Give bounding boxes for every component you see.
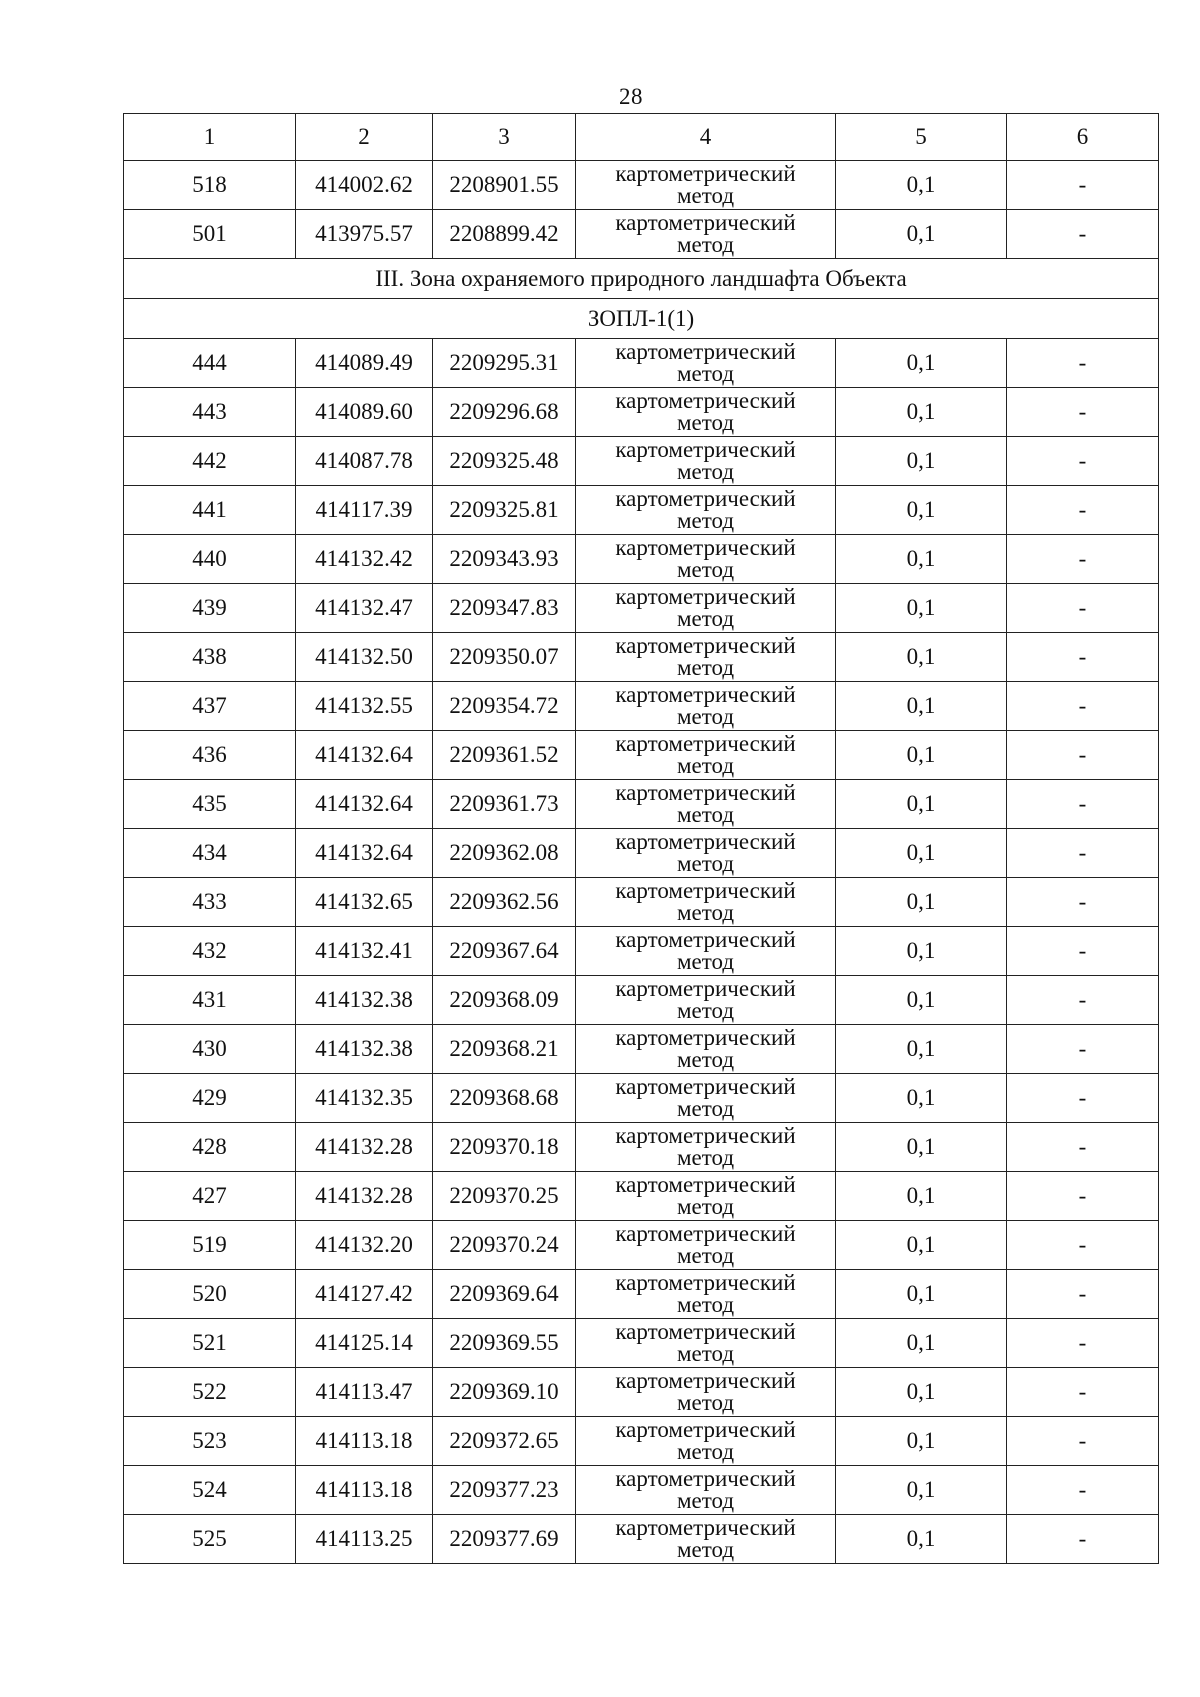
description-cell: - (1007, 1368, 1159, 1417)
column-header: 5 (836, 114, 1007, 161)
description-cell: - (1007, 1025, 1159, 1074)
accuracy-cell: 0,1 (836, 437, 1007, 486)
y-coordinate-cell: 2209377.23 (433, 1466, 576, 1515)
table-row (124, 210, 1159, 259)
y-coordinate-cell: 2209347.83 (433, 584, 576, 633)
point-number-cell: 524 (124, 1466, 296, 1515)
description-cell: - (1007, 1466, 1159, 1515)
accuracy-cell: 0,1 (836, 829, 1007, 878)
accuracy-cell: 0,1 (836, 388, 1007, 437)
y-coordinate-cell: 2209350.07 (433, 633, 576, 682)
method-line-2: метод (676, 1390, 735, 1415)
subsection-title-row (124, 299, 1159, 339)
y-coordinate-cell: 2209370.18 (433, 1123, 576, 1172)
method-line-2: метод (676, 1096, 735, 1121)
accuracy-cell: 0,1 (836, 927, 1007, 976)
method-line-2: метод (676, 802, 735, 827)
y-coordinate-cell: 2209362.08 (433, 829, 576, 878)
x-coordinate-cell: 414127.42 (296, 1270, 433, 1319)
accuracy-cell: 0,1 (836, 1172, 1007, 1221)
table-row (124, 339, 1159, 388)
coordinates-table (123, 113, 1159, 1564)
method-cell (576, 1074, 836, 1123)
x-coordinate-cell: 414132.64 (296, 780, 433, 829)
x-coordinate-cell: 414132.64 (296, 829, 433, 878)
page-number: 28 (619, 84, 643, 109)
accuracy-cell: 0,1 (836, 1319, 1007, 1368)
x-coordinate-cell: 413975.57 (296, 210, 433, 259)
point-number-cell: 431 (124, 976, 296, 1025)
description-cell: - (1007, 1270, 1159, 1319)
x-coordinate-cell: 414132.50 (296, 633, 433, 682)
accuracy-cell: 0,1 (836, 878, 1007, 927)
x-coordinate-cell: 414132.28 (296, 1123, 433, 1172)
x-coordinate-cell: 414125.14 (296, 1319, 433, 1368)
table-row (124, 535, 1159, 584)
y-coordinate-cell: 2208899.42 (433, 210, 576, 259)
method-line-1: картометрический (615, 731, 796, 756)
method-cell (576, 1025, 836, 1074)
method-cell (576, 388, 836, 437)
accuracy-cell: 0,1 (836, 1221, 1007, 1270)
x-coordinate-cell: 414132.65 (296, 878, 433, 927)
method-line-1: картометрический (615, 339, 796, 364)
column-header: 3 (433, 114, 576, 161)
y-coordinate-cell: 2209361.52 (433, 731, 576, 780)
subsection-title: ЗОПЛ-1(1) (124, 299, 1159, 339)
y-coordinate-cell: 2209295.31 (433, 339, 576, 388)
method-cell (576, 210, 836, 259)
method-line-1: картометрический (615, 829, 796, 854)
accuracy-cell: 0,1 (836, 633, 1007, 682)
accuracy-cell: 0,1 (836, 1074, 1007, 1123)
description-cell: - (1007, 1172, 1159, 1221)
description-cell: - (1007, 1319, 1159, 1368)
method-line-2: метод (676, 998, 735, 1023)
method-cell (576, 1515, 836, 1564)
table-row (124, 829, 1159, 878)
method-cell (576, 1466, 836, 1515)
method-line-2: метод (676, 232, 735, 257)
table-row (124, 486, 1159, 535)
accuracy-cell: 0,1 (836, 780, 1007, 829)
method-cell (576, 1319, 836, 1368)
point-number-cell: 520 (124, 1270, 296, 1319)
table-row (124, 437, 1159, 486)
method-line-2: метод (676, 606, 735, 631)
table-row (124, 780, 1159, 829)
description-cell: - (1007, 210, 1159, 259)
x-coordinate-cell: 414089.49 (296, 339, 433, 388)
method-cell (576, 437, 836, 486)
method-line-2: метод (676, 557, 735, 582)
method-line-1: картометрический (615, 535, 796, 560)
point-number-cell: 433 (124, 878, 296, 927)
y-coordinate-cell: 2209343.93 (433, 535, 576, 584)
method-line-1: картометрический (615, 1221, 796, 1246)
table-row (124, 1123, 1159, 1172)
x-coordinate-cell: 414132.38 (296, 1025, 433, 1074)
method-line-1: картометрический (615, 437, 796, 462)
method-line-2: метод (676, 1145, 735, 1170)
description-cell: - (1007, 388, 1159, 437)
description-cell: - (1007, 927, 1159, 976)
y-coordinate-cell: 2209354.72 (433, 682, 576, 731)
x-coordinate-cell: 414132.35 (296, 1074, 433, 1123)
description-cell: - (1007, 878, 1159, 927)
column-header: 1 (124, 114, 296, 161)
point-number-cell: 443 (124, 388, 296, 437)
table-row (124, 1221, 1159, 1270)
column-header: 6 (1007, 114, 1159, 161)
method-line-2: метод (676, 851, 735, 876)
method-line-2: метод (676, 1243, 735, 1268)
method-cell (576, 161, 836, 210)
y-coordinate-cell: 2209370.25 (433, 1172, 576, 1221)
method-cell (576, 339, 836, 388)
method-line-2: метод (676, 753, 735, 778)
x-coordinate-cell: 414113.47 (296, 1368, 433, 1417)
point-number-cell: 438 (124, 633, 296, 682)
point-number-cell: 525 (124, 1515, 296, 1564)
point-number-cell: 436 (124, 731, 296, 780)
column-header: 4 (576, 114, 836, 161)
method-line-2: метод (676, 459, 735, 484)
point-number-cell: 428 (124, 1123, 296, 1172)
point-number-cell: 427 (124, 1172, 296, 1221)
point-number-cell: 440 (124, 535, 296, 584)
point-number-cell: 521 (124, 1319, 296, 1368)
method-line-2: метод (676, 1537, 735, 1562)
method-cell (576, 682, 836, 731)
method-cell (576, 829, 836, 878)
method-line-2: метод (676, 1341, 735, 1366)
method-line-2: метод (676, 949, 735, 974)
accuracy-cell: 0,1 (836, 1123, 1007, 1172)
method-cell (576, 1368, 836, 1417)
accuracy-cell: 0,1 (836, 1270, 1007, 1319)
description-cell: - (1007, 976, 1159, 1025)
section-title: III. Зона охраняемого природного ландшафта Объекта (124, 259, 1159, 299)
description-cell: - (1007, 829, 1159, 878)
method-line-2: метод (676, 900, 735, 925)
x-coordinate-cell: 414132.38 (296, 976, 433, 1025)
description-cell: - (1007, 1123, 1159, 1172)
y-coordinate-cell: 2209369.64 (433, 1270, 576, 1319)
y-coordinate-cell: 2209296.68 (433, 388, 576, 437)
point-number-cell: 442 (124, 437, 296, 486)
method-cell (576, 1417, 836, 1466)
x-coordinate-cell: 414113.25 (296, 1515, 433, 1564)
table-row (124, 927, 1159, 976)
method-line-1: картометрический (615, 388, 796, 413)
point-number-cell: 522 (124, 1368, 296, 1417)
table-row (124, 1466, 1159, 1515)
method-line-1: картометрический (615, 1172, 796, 1197)
point-number-cell: 501 (124, 210, 296, 259)
x-coordinate-cell: 414132.42 (296, 535, 433, 584)
accuracy-cell: 0,1 (836, 1025, 1007, 1074)
accuracy-cell: 0,1 (836, 1466, 1007, 1515)
method-cell (576, 633, 836, 682)
x-coordinate-cell: 414089.60 (296, 388, 433, 437)
y-coordinate-cell: 2209367.64 (433, 927, 576, 976)
method-cell (576, 535, 836, 584)
description-cell: - (1007, 731, 1159, 780)
method-cell (576, 584, 836, 633)
table-row (124, 1172, 1159, 1221)
table-row (124, 1515, 1159, 1564)
method-cell (576, 780, 836, 829)
y-coordinate-cell: 2209370.24 (433, 1221, 576, 1270)
method-cell (576, 1270, 836, 1319)
description-cell: - (1007, 339, 1159, 388)
table-header-row (124, 114, 1159, 161)
point-number-cell: 444 (124, 339, 296, 388)
x-coordinate-cell: 414132.47 (296, 584, 433, 633)
method-cell (576, 1172, 836, 1221)
description-cell: - (1007, 682, 1159, 731)
table-row (124, 1319, 1159, 1368)
accuracy-cell: 0,1 (836, 161, 1007, 210)
description-cell: - (1007, 1221, 1159, 1270)
table-row (124, 1074, 1159, 1123)
accuracy-cell: 0,1 (836, 535, 1007, 584)
method-line-2: метод (676, 1194, 735, 1219)
accuracy-cell: 0,1 (836, 1515, 1007, 1564)
method-cell (576, 927, 836, 976)
method-line-2: метод (676, 410, 735, 435)
method-line-1: картометрический (615, 161, 796, 186)
method-line-1: картометрический (615, 1074, 796, 1099)
point-number-cell: 434 (124, 829, 296, 878)
x-coordinate-cell: 414113.18 (296, 1417, 433, 1466)
y-coordinate-cell: 2209325.81 (433, 486, 576, 535)
x-coordinate-cell: 414132.55 (296, 682, 433, 731)
method-line-1: картометрический (615, 927, 796, 952)
y-coordinate-cell: 2209369.10 (433, 1368, 576, 1417)
point-number-cell: 519 (124, 1221, 296, 1270)
method-line-2: метод (676, 1047, 735, 1072)
description-cell: - (1007, 1074, 1159, 1123)
table-row (124, 878, 1159, 927)
method-line-1: картометрический (615, 1270, 796, 1295)
table-row (124, 161, 1159, 210)
x-coordinate-cell: 414087.78 (296, 437, 433, 486)
point-number-cell: 429 (124, 1074, 296, 1123)
description-cell: - (1007, 161, 1159, 210)
method-line-1: картометрический (615, 1025, 796, 1050)
y-coordinate-cell: 2209372.65 (433, 1417, 576, 1466)
method-cell (576, 878, 836, 927)
x-coordinate-cell: 414132.64 (296, 731, 433, 780)
table-row (124, 1025, 1159, 1074)
y-coordinate-cell: 2209368.21 (433, 1025, 576, 1074)
point-number-cell: 430 (124, 1025, 296, 1074)
method-line-1: картометрический (615, 682, 796, 707)
accuracy-cell: 0,1 (836, 339, 1007, 388)
method-line-1: картометрический (615, 1319, 796, 1344)
point-number-cell: 435 (124, 780, 296, 829)
accuracy-cell: 0,1 (836, 210, 1007, 259)
x-coordinate-cell: 414132.41 (296, 927, 433, 976)
description-cell: - (1007, 1417, 1159, 1466)
table-row (124, 1417, 1159, 1466)
x-coordinate-cell: 414113.18 (296, 1466, 433, 1515)
method-cell (576, 731, 836, 780)
method-line-1: картометрический (615, 1123, 796, 1148)
method-line-1: картометрический (615, 633, 796, 658)
description-cell: - (1007, 535, 1159, 584)
method-cell (576, 1221, 836, 1270)
point-number-cell: 432 (124, 927, 296, 976)
method-line-2: метод (676, 1439, 735, 1464)
method-line-2: метод (676, 1292, 735, 1317)
x-coordinate-cell: 414132.20 (296, 1221, 433, 1270)
accuracy-cell: 0,1 (836, 976, 1007, 1025)
point-number-cell: 437 (124, 682, 296, 731)
method-line-1: картометрический (615, 584, 796, 609)
section-title-row (124, 259, 1159, 299)
description-cell: - (1007, 1515, 1159, 1564)
table-row (124, 1270, 1159, 1319)
point-number-cell: 441 (124, 486, 296, 535)
x-coordinate-cell: 414002.62 (296, 161, 433, 210)
y-coordinate-cell: 2209377.69 (433, 1515, 576, 1564)
method-line-1: картометрический (615, 486, 796, 511)
table-row (124, 1368, 1159, 1417)
column-header: 2 (296, 114, 433, 161)
accuracy-cell: 0,1 (836, 682, 1007, 731)
method-line-1: картометрический (615, 780, 796, 805)
y-coordinate-cell: 2209369.55 (433, 1319, 576, 1368)
y-coordinate-cell: 2209368.68 (433, 1074, 576, 1123)
method-line-2: метод (676, 704, 735, 729)
method-line-1: картометрический (615, 1417, 796, 1442)
table-row (124, 388, 1159, 437)
y-coordinate-cell: 2209368.09 (433, 976, 576, 1025)
table-row (124, 633, 1159, 682)
method-line-1: картометрический (615, 878, 796, 903)
accuracy-cell: 0,1 (836, 584, 1007, 633)
method-cell (576, 976, 836, 1025)
description-cell: - (1007, 437, 1159, 486)
y-coordinate-cell: 2209361.73 (433, 780, 576, 829)
method-line-2: метод (676, 1488, 735, 1513)
description-cell: - (1007, 486, 1159, 535)
point-number-cell: 523 (124, 1417, 296, 1466)
table-row (124, 682, 1159, 731)
table-row (124, 976, 1159, 1025)
description-cell: - (1007, 633, 1159, 682)
accuracy-cell: 0,1 (836, 1368, 1007, 1417)
description-cell: - (1007, 584, 1159, 633)
point-number-cell: 439 (124, 584, 296, 633)
table-row (124, 731, 1159, 780)
method-line-2: метод (676, 508, 735, 533)
accuracy-cell: 0,1 (836, 1417, 1007, 1466)
method-line-1: картометрический (615, 210, 796, 235)
method-line-2: метод (676, 183, 735, 208)
method-line-2: метод (676, 655, 735, 680)
method-line-1: картометрический (615, 976, 796, 1001)
accuracy-cell: 0,1 (836, 486, 1007, 535)
method-line-1: картометрический (615, 1466, 796, 1491)
table-row (124, 584, 1159, 633)
method-line-2: метод (676, 361, 735, 386)
accuracy-cell: 0,1 (836, 731, 1007, 780)
method-line-1: картометрический (615, 1515, 796, 1540)
x-coordinate-cell: 414132.28 (296, 1172, 433, 1221)
y-coordinate-cell: 2208901.55 (433, 161, 576, 210)
y-coordinate-cell: 2209325.48 (433, 437, 576, 486)
method-cell (576, 486, 836, 535)
description-cell: - (1007, 780, 1159, 829)
x-coordinate-cell: 414117.39 (296, 486, 433, 535)
method-cell (576, 1123, 836, 1172)
method-line-1: картометрический (615, 1368, 796, 1393)
y-coordinate-cell: 2209362.56 (433, 878, 576, 927)
point-number-cell: 518 (124, 161, 296, 210)
